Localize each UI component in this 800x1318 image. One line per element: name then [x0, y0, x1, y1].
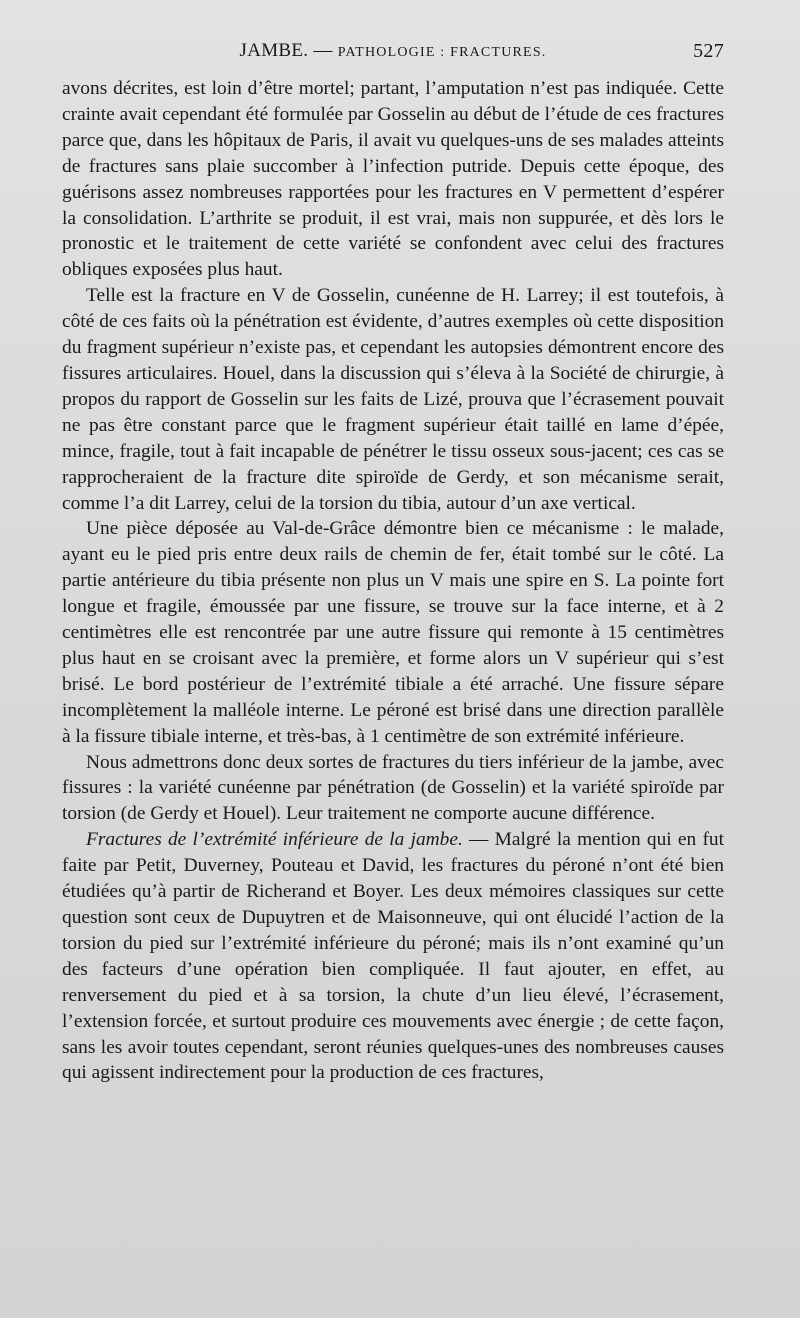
paragraph-5-text: — Malgré la mention qui en fut faite par Petit, Duverney, Pouteau et David, les fractures du péroné n’ont été bien étudiées qu’à partir de Richerand et Boyer. Les deux mémoires classiques sur cette question sont ceux de Dupuytren et de Maisonneuve, qui ont élucidé l’action de la torsion du pied sur l’extrémité inférieure du péroné; mais ils n’ont examiné qu’un des facteurs d’une opération bien compliquée. Il faut ajouter, en effet, au renversement du pied et à sa torsion, la chute d’un lieu élevé, l’écrasement, l’extension forcée, et surtout produire ces mouvements avec énergie ; de cette façon, sans les avoir toutes cependant, seront réunies quelques-unes des nombreuses causes qui agissent indirectement pour la production de ces fractures,	[62, 829, 724, 1084]
running-title	[62, 40, 724, 62]
paragraph-4: Nous admettrons donc deux sortes de fractures du tiers inférieur de la jambe, avec fissures : la variété cunéenne par pénétration (de Gosselin) et la variété spiroïde par torsion (de Gerdy et Houel). Leur traitement ne comporte aucune différence.	[62, 751, 724, 825]
header-jambe: JAMBE.	[239, 40, 309, 61]
paragraph-3: Une pièce déposée au Val-de-Grâce démontre bien ce mécanisme : le malade, ayant eu le pied pris entre deux rails de chemin de fer, était tombé sur le côté. La partie antérieure du tibia présente non plus un V mais une spire en S. La pointe fort longue et fragile, émoussée par une fissure, se trouve sur la face interne, et à 2 centimètres elle est rencontrée par une autre fissure qui remonte à 15 centimètres plus haut en se croisant avec la première, et forme alors un V supérieur qui s’est brisé. Le bord postérieur de l’extrémité tibiale a été arraché. Une fissure sépare incomplètement la malléole interne. Le péroné est brisé dans une direction parallèle à la fissure tibiale interne, et très-bas, à 1 centimètre de son extrémité inférieure.	[62, 518, 724, 747]
paragraph-2: Telle est la fracture en V de Gosselin, cunéenne de H. Larrey; il est toutefois, à côté de ces faits où la pénétration est évidente, d’autres exemples où cette disposition du fragment supérieur n’existe pas, et cependant les autopsies démontrent encore des fissures articulaires. Houel, dans la discussion qui s’éleva à la Société de chirurgie, à propos du rapport de Gosselin sur les faits de Lizé, prouva que l’écrasement pouvait ne pas être constant parce que le fragment supérieur était taillé en lame d’épée, mince, fragile, tout à fait incapable de pénétrer le tissu osseux sous-jacent; ces cas se rapprocheraient de la fracture dite spiroïde de Gerdy, et son mécanisme serait, comme l’a dit Larrey, celui de la torsion du tibia, autour d’un axe vertical.	[62, 285, 724, 514]
header-dash: —	[313, 40, 333, 61]
paragraph-1: avons décrites, est loin d’être mortel; partant, l’amputation n’est pas indiquée. Cette crainte avait cependant été formulée par Gosselin au début de l’étude de ces fractures parce que, dans les hôpitaux de Paris, il avait vu quelques-uns de ses malades atteints de fractures sans plaie succomber à l’infection putride. Depuis cette époque, des guérisons assez nombreuses rapportées pour les fractures en V permettent d’espérer la consolidation. L’arthrite se produit, il est vrai, mais non suppurée, et dès lors le pronostic et le traitement de cette variété se confondent avec celui des fractures obliques exposées plus haut.	[62, 78, 724, 281]
section-heading: Fractures de l’extrémité inférieure de la jambe.	[86, 829, 463, 851]
page-number: 527	[693, 40, 724, 62]
paragraph-5	[62, 827, 724, 1086]
header-section: PATHOLOGIE : FRACTURES.	[337, 45, 547, 60]
body-text	[62, 76, 724, 1086]
running-head	[62, 40, 724, 70]
